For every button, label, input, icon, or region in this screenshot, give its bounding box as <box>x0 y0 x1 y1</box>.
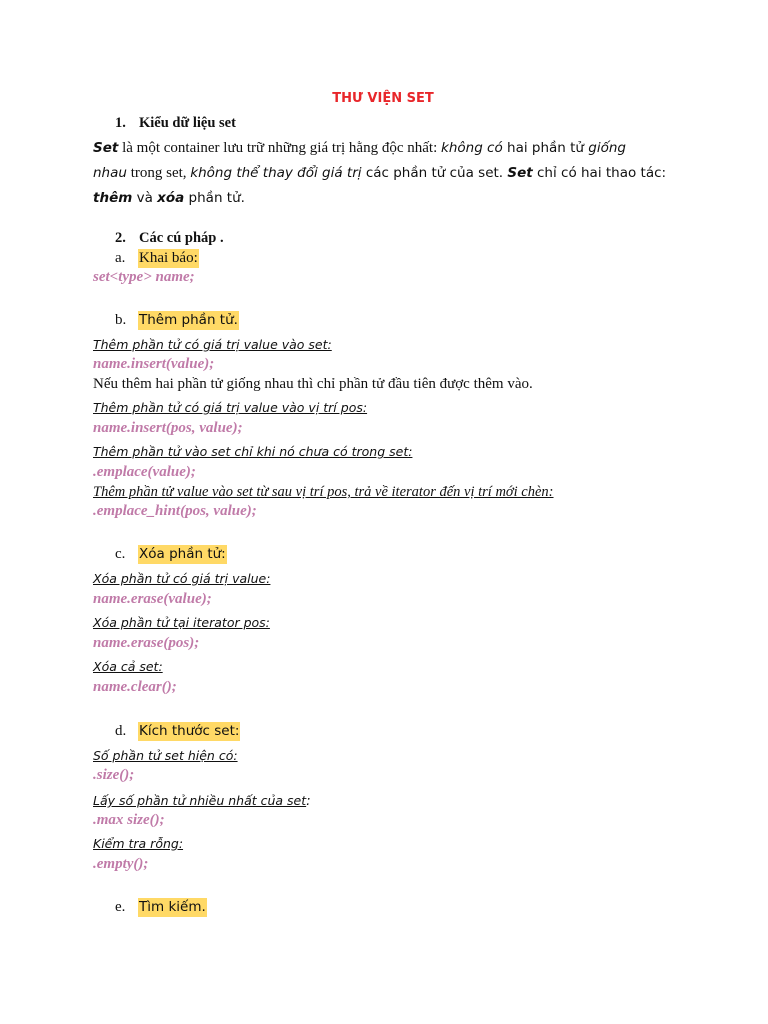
subsection-b <box>115 311 239 329</box>
code-line: .empty(); <box>93 856 149 872</box>
description-line: Thêm phần tử vào set chỉ khi nó chưa có trong set: <box>93 444 413 459</box>
subsection-letter: c. <box>115 546 126 562</box>
emphasis: không có <box>441 140 503 156</box>
subsection-letter: b. <box>115 312 127 328</box>
emphasis: giống <box>588 140 627 156</box>
section-title: Các cú pháp . <box>139 230 224 246</box>
description-line: Xóa phần tử tại iterator pos: <box>93 615 270 630</box>
subsection-letter: e. <box>115 899 126 915</box>
section-1-heading <box>115 115 236 132</box>
highlighted-label: Khai báo: <box>139 250 198 266</box>
description-line <box>93 792 311 810</box>
highlighted-label: Xóa phần tử: <box>139 546 226 562</box>
text-span: chỉ có hai thao tác: <box>532 165 667 181</box>
description-line: Xóa cả set: <box>93 659 163 674</box>
text-span: phần tử. <box>184 190 245 206</box>
description-text: Lấy số phần tử nhiều nhất của set <box>93 793 307 808</box>
code-line: .max size(); <box>93 812 165 828</box>
code-line: name.erase(pos); <box>93 635 200 651</box>
set-keyword: Set <box>507 165 533 181</box>
code-line: .emplace(value); <box>93 464 196 480</box>
paragraph-line <box>93 164 666 182</box>
page-title: THƯ VIỆN SET <box>332 91 434 106</box>
code-line: .emplace_hint(pos, value); <box>93 503 257 519</box>
code-line: .size(); <box>93 767 135 783</box>
text-span: hai phần tử <box>502 140 589 156</box>
paragraph-line <box>93 189 245 207</box>
subsection-letter: a. <box>115 250 126 266</box>
emphasis: nhau <box>93 165 127 181</box>
description-line: Xóa phần tử có giá trị value: <box>93 571 271 586</box>
highlighted-label: Thêm phần tử. <box>139 312 238 328</box>
description-tail: : <box>306 793 311 809</box>
highlighted-label: Kích thước set: <box>139 723 240 739</box>
highlighted-label: Tìm kiếm. <box>139 899 206 915</box>
section-title: Kiểu dữ liệu set <box>139 115 236 131</box>
section-2-heading <box>115 230 224 247</box>
code-line: set<type> name; <box>93 269 195 285</box>
subsection-d <box>115 722 240 740</box>
description-line: Kiểm tra rỗng: <box>93 836 184 851</box>
description-line: Số phần tử set hiện có: <box>93 748 238 763</box>
emphasis: xóa <box>157 190 185 206</box>
code-line: name.insert(value); <box>93 356 215 372</box>
code-line: name.clear(); <box>93 679 177 695</box>
text-span: các phần tử của set. <box>361 165 508 181</box>
note-line: Nếu thêm hai phần tử giống nhau thì chỉ phần tử đầu tiên được thêm vào. <box>93 376 533 392</box>
section-number: 2. <box>115 230 126 246</box>
text-span: trong set, <box>126 165 191 181</box>
text-span: là một container lưu trữ những giá trị hằng độc nhất: <box>118 140 441 156</box>
emphasis: thêm <box>93 190 133 206</box>
description-line: Thêm phần tử có giá trị value vào vị trí pos: <box>93 400 368 415</box>
emphasis: không thể thay đổi giá trị <box>190 165 362 181</box>
description-line: Thêm phần tử có giá trị value vào set: <box>93 337 332 352</box>
subsection-c <box>115 545 227 563</box>
subsection-letter: d. <box>115 723 127 739</box>
section-number: 1. <box>115 115 126 131</box>
code-line: name.insert(pos, value); <box>93 420 243 436</box>
code-line: name.erase(value); <box>93 591 212 607</box>
subsection-a <box>115 249 199 267</box>
description-line: Thêm phần tử value vào set từ sau vị trí pos, trả về iterator đến vị trí mới chèn: <box>93 484 554 500</box>
text-span: và <box>132 190 158 206</box>
paragraph-line <box>93 139 626 157</box>
set-keyword: Set <box>93 140 119 156</box>
subsection-e <box>115 898 207 916</box>
